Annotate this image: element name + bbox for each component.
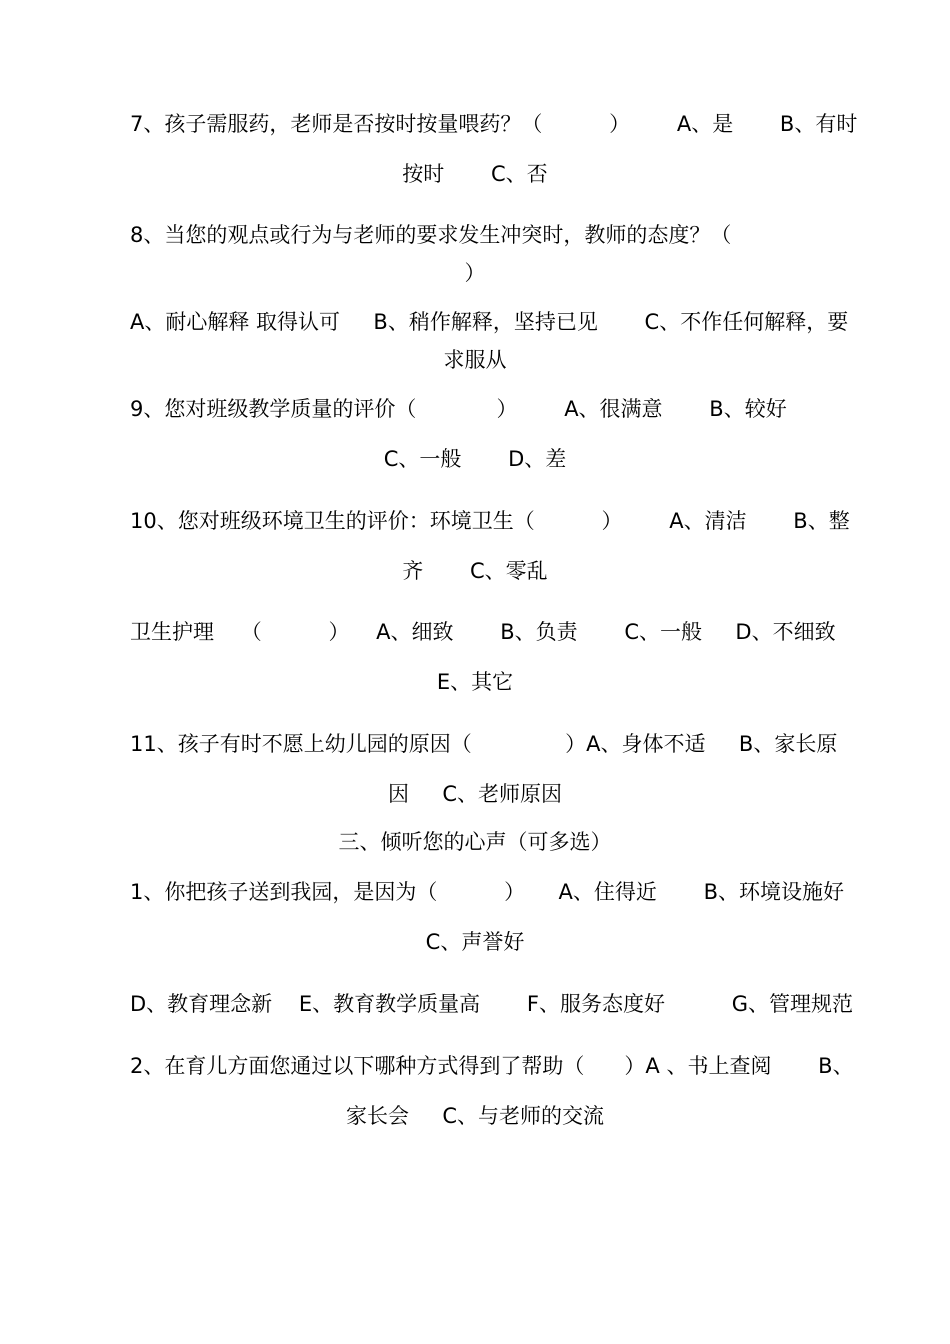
section-heading-3: 三、倾听您的心声（可多选） [338, 830, 612, 854]
question-10: 10、您对班级环境卫生的评价：环境卫生（ ） A、清洁 B、整 [130, 509, 850, 533]
question-8-options: A、耐心解释 取得认可 B、稍作解释，坚持已见 C、不作任何解释，要 [130, 310, 849, 334]
section3-question-1: 1、你把孩子送到我园，是因为（ ） A、住得近 B、环境设施好 [130, 880, 844, 904]
question-7: 7、孩子需服药，老师是否按时按量喂药？（ ） A、是 B、有时 [130, 112, 858, 136]
section3-question-1-continued: C、声誉好 [425, 930, 525, 954]
hygiene-care-question: 卫生护理 （ ） A、细致 B、负责 C、一般 D、不细致 [130, 620, 836, 644]
question-7-continued: 按时 C、否 [402, 162, 548, 186]
section3-question-2: 2、在育儿方面您通过以下哪种方式得到了帮助（ ）A 、书上查阅 B、 [130, 1054, 854, 1078]
question-8-bracket: ） [464, 261, 486, 285]
question-10-continued: 齐 C、零乱 [402, 559, 548, 583]
question-11: 11、孩子有时不愿上幼儿园的原因（ ）A、身体不适 B、家长原 [130, 732, 838, 756]
hygiene-care-continued: E、其它 [436, 670, 514, 694]
section3-question-1-options: D、教育理念新 E、教育教学质量高 F、服务态度好 G、管理规范 [130, 992, 853, 1016]
question-11-continued: 因 C、老师原因 [387, 782, 563, 806]
section3-question-2-continued: 家长会 C、与老师的交流 [345, 1104, 605, 1128]
question-9: 9、您对班级教学质量的评价（ ） A、很满意 B、较好 [130, 397, 787, 421]
question-9-continued: C、一般 D、差 [383, 447, 567, 471]
question-8-options-continued: 求服从 [443, 348, 507, 372]
question-8: 8、当您的观点或行为与老师的要求发生冲突时，教师的态度？（ [130, 223, 732, 247]
